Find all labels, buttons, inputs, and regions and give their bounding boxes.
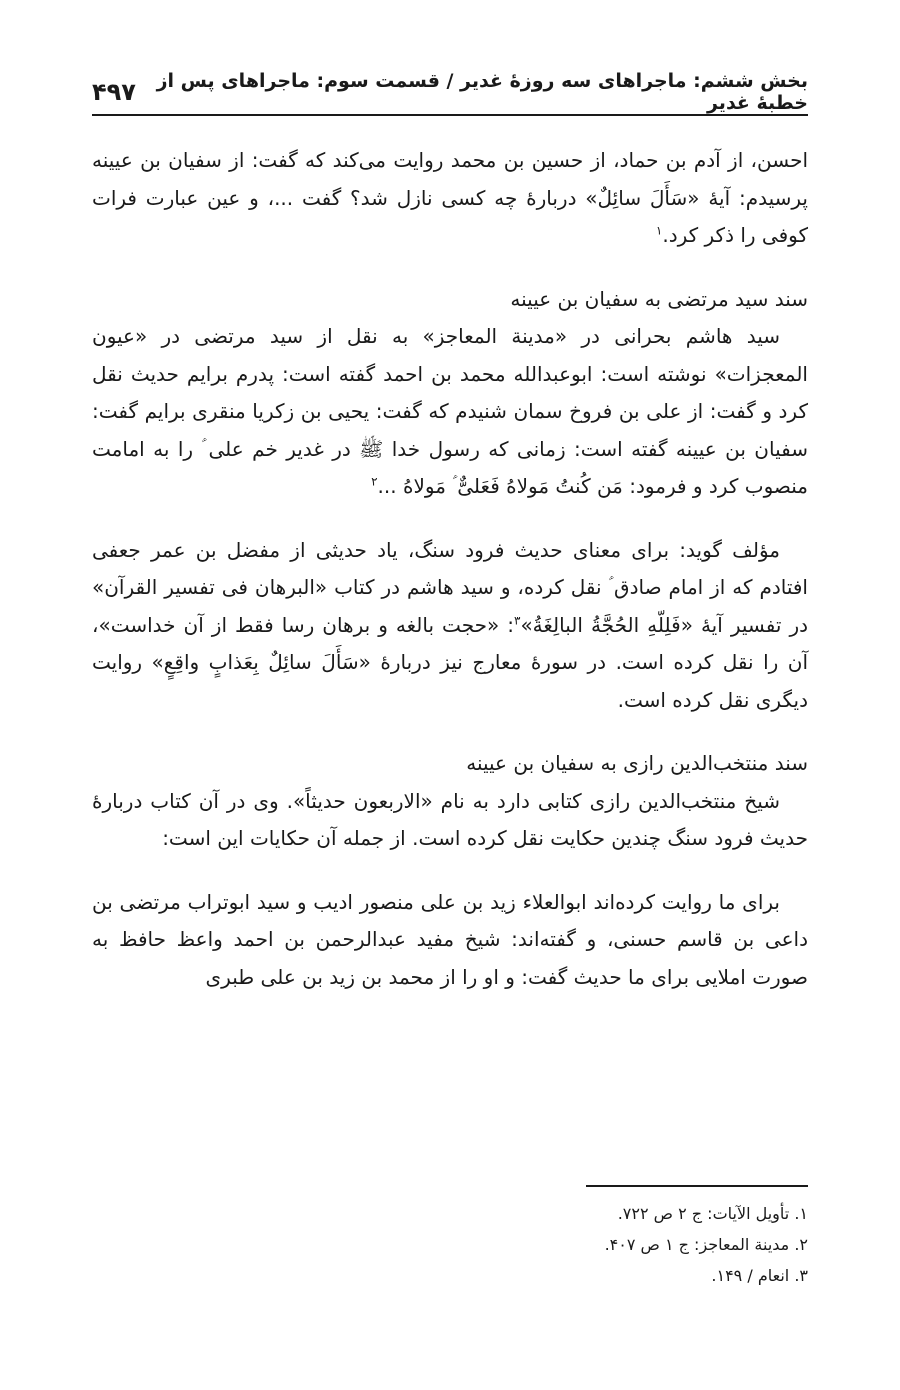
paragraph-3-text-b: : «حجت بالغه و برهان رسا فقط از آن خداست»، آن را نقل کرده است. در سورهٔ معارج نیز دربارهٔ «سَأَلَ سائِلٌ بِعَذابٍ واقِعٍ» روایت دیگری نقل کرده است.	[92, 612, 808, 712]
paragraph-2	[92, 318, 808, 506]
running-header	[92, 70, 808, 116]
paragraph-4: شیخ منتخب‌الدین رازی کتابی دارد به نام «الاربعون حدیثاً». وی در آن کتاب دربارهٔ حدیث فرود سنگ چندین حکایت نقل کرده است. از جمله آن حکایات این است:	[92, 788, 808, 850]
footnote-1: ۱. تأویل الآیات: ج ۲ ص ۷۲۲.	[617, 1204, 808, 1223]
footnote-2: ۲. مدینة المعاجز: ج ۱ ص ۴۰۷.	[604, 1235, 808, 1254]
running-title: بخش ششم: ماجراهای سه روزهٔ غدیر / قسمت سوم: ماجراهای پس از خطبهٔ غدیر	[156, 70, 808, 114]
section-heading-1: سند سید مرتضی به سفیان بن عیینه	[510, 286, 808, 311]
page-number: ۴۹۷	[92, 78, 136, 106]
paragraph-2-text: سید هاشم بحرانی در «مدینة المعاجز» به نقل از سید مرتضی در «عیون المعجزات» نوشته است: ابوعبدالله محمد بن احمد گفته است: پدرم برایم حدیث نقل کرد و گفت: از علی بن فروخ سمان شنیدم که گفت: یحیی بن زکریا منقری برایم گفت: سفیان بن عیینه گفته است: زمانی که رسول خدا ﷺ در غدیر خم علی ؑ را به امامت منصوب کرد و فرمود: مَن کُنتُ مَولاهُ فَعَلیٌّ ؑ مَولاهُ ...	[92, 324, 808, 498]
section-heading-2: سند منتخب‌الدین رازی به سفیان بن عیینه	[466, 751, 808, 775]
footnote-ref-1: ۱	[655, 223, 663, 238]
paragraph-1	[92, 142, 808, 255]
footnote-divider	[586, 1185, 808, 1187]
paragraph-3	[92, 532, 808, 720]
footnote-ref-2: ۲	[371, 474, 378, 489]
footnote-ref-3: ۳	[513, 612, 521, 627]
paragraph-3-text-a: مؤلف گوید: برای معنای حدیث فرود سنگ، یاد حدیثی از مفضل بن عمر جعفی افتادم که از امام صادق ؑ نقل کرده، و سید هاشم در کتاب «البرهان فی تفسیر القرآن» در تفسیر آیهٔ «فَلِلّهِ الحُجَّةُ البالِغَةُ»	[92, 537, 809, 637]
paragraph-1-text: احسن، از آدم بن حماد، از حسین بن محمد روایت می‌کند که گفت: از سفیان بن عیینه پرسیدم: آیهٔ «سَأَلَ سائِلٌ» دربارهٔ چه کسی نازل شد؟ گفت ...، و عین عبارت فرات کوفی را ذکر کرد.	[92, 148, 808, 247]
footnotes	[92, 1198, 808, 1291]
footnote-3: ۳. انعام / ۱۴۹.	[711, 1266, 808, 1285]
paragraph-5: برای ما روایت کرده‌اند ابوالعلاء زید بن علی منصور ادیب و سید ابوتراب مرتضی بن داعی بن قاسم حسنی، و گفته‌اند: شیخ مفید عبدالرحمن بن احمد واعظ حافظ به صورت املایی برای ما حدیث گفت: و او را از محمد بن زید بن علی طبری	[92, 889, 808, 989]
page-body	[92, 142, 808, 1022]
